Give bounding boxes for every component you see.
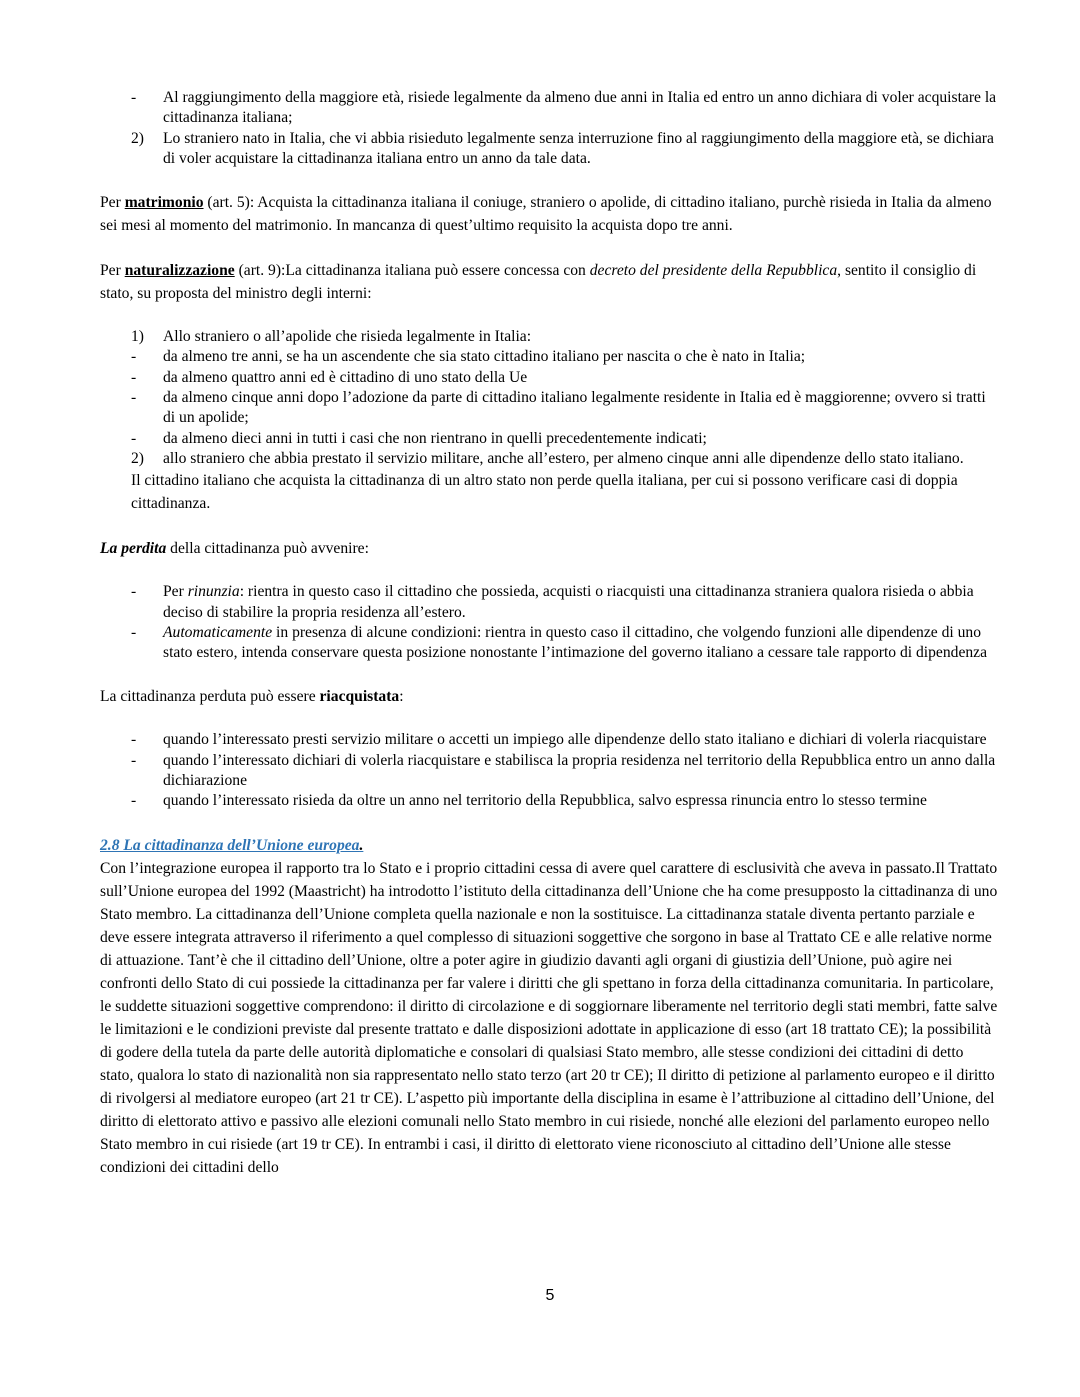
list-item-text: : rientra in questo caso il cittadino che possieda, acquisti o riacquisti una cittadinanza straniera qualora risieda o abbia deciso di stabilire la propria residenza all’estero. <box>163 583 974 621</box>
section-heading-dot: . <box>359 836 364 854</box>
naturalizzazione-term: naturalizzazione <box>124 262 235 280</box>
list-marker: - <box>131 348 137 366</box>
perdita-list <box>100 582 1000 663</box>
list-item <box>100 388 1000 429</box>
doppia-cittadinanza-paragraph: Il cittadino italiano che acquista la cittadinanza di un altro stato non perde quella italiana, per cui si possono verificare casi di doppia cittadinanza. <box>131 472 958 513</box>
list-marker: - <box>131 368 137 386</box>
list-item-text: da almeno cinque anni dopo l’adozione da parte di cittadino italiano legalmente residente in Italia ed è maggiorenne; ovvero si tratti di un apolide; <box>163 389 986 427</box>
page-number: 5 <box>545 1287 555 1304</box>
riacquisto-list <box>100 730 1000 811</box>
list-item-text: da almeno tre anni, se ha un ascendente che sia stato cittadino italiano per nascita o che è nato in Italia; <box>163 348 806 366</box>
list-item <box>100 449 1000 469</box>
list-item <box>100 429 1000 449</box>
section-body: Con l’integrazione europea il rapporto tra lo Stato e i proprio cittadini cessa di avere quel carattere di esclusività che aveva in passato.Il Trattato sull’Unione europea del 1992 (Maastricht) ha introdotto l’istituto della cittadinanza dell’Unione che ha come presupposto la cittadinanza di uno Stato membro. La cittadinanza dell’Unione completa quella nazionale e non la sostituisce. La cittadinanza statale diventa pertanto parziale e deve essere integrata attraverso il riferimento a quel complesso di situazioni soggettive che sorgono in base al Trattato CE e alle relative norme di attuazione. Tant’è che il cittadino dell’Unione, oltre a poter agire in giudizio davanti agli organi di giustizia dell’Unione, può agire nei confronti dello Stato di cui possiede la cittadinanza per far valere i diritti che gli spettano in forza della cittadinanza comunitaria. In particolare, le suddette situazioni soggettive comprendono: il diritto di circolazione e di soggiornare liberamente nel territorio degli stati membri, fatte salve le limitazioni e le condizioni previste dal presente trattato e dalle disposizioni adottate in applicazione di esso (art 18 trattato CE); la possibilità di godere della tutela da parte delle autorità diplomatiche e consolari di qualsiasi Stato membro, alle stesse condizioni dei cittadini di detto stato, qualora lo stato di nazionalità non sia rappresentato nello stato terzo (art 20 tr CE); Il diritto di petizione al parlamento europeo e il diritto di rivolgersi al mediatore europeo (art 21 tr CE). L’aspetto più importante della disciplina in esame è l’attribuzione al cittadino dell’Unione, del diritto di elettorato attivo e passivo alle elezioni comunali nello Stato membro in cui risiede, nonché alle elezioni del parlamento europeo nello Stato membro in cui risiede (art 19 tr CE). In entrambi i casi, il diritto di elettorato viene riconosciuto al cittadino dell’Unione alle stesse condizioni dei cittadini dello <box>100 859 998 1176</box>
section-heading <box>100 834 1000 857</box>
list-marker: - <box>131 792 137 810</box>
list-item-text: in presenza di alcune condizioni: rientra in questo caso il cittadino, che volgendo funzioni alle dipendenze di uno stato estero, intenda conservare questa posizione nonostante l’intimazione del governo italiano a cessare tale rapporto di dipendenza <box>163 623 988 662</box>
list-item <box>100 129 1000 170</box>
naturalizzazione-text-a: (art. 9):La cittadinanza italiana può essere concessa con <box>234 262 590 280</box>
list-marker: - <box>131 623 137 641</box>
list-item <box>100 791 1000 811</box>
riacquisto-suffix: : <box>399 688 404 706</box>
matrimonio-term: matrimonio <box>124 194 204 212</box>
list-item-text: da almeno quattro anni ed è cittadino di uno stato della Ue <box>163 368 528 386</box>
list-marker: 2) <box>131 129 144 147</box>
perdita-paragraph <box>100 537 1000 560</box>
naturalizzazione-text-b: , sentito il consiglio di stato, su proposta del ministro degli interni: <box>100 262 977 303</box>
list-item-text: allo straniero che abbia prestato il servizio militare, anche all’estero, per almeno cinque anni alle dipendenze dello stato italiano. <box>163 449 964 467</box>
naturalizzazione-list <box>100 327 1000 469</box>
list-item <box>100 368 1000 388</box>
list-item-text: da almeno dieci anni in tutti i casi che non rientrano in quelli precedentemente indicati; <box>163 429 707 447</box>
list-item <box>100 327 1000 347</box>
riacquisto-paragraph <box>100 685 1000 708</box>
list-marker: - <box>131 731 137 749</box>
list-item-lead: Per <box>163 583 188 601</box>
list-item <box>100 347 1000 367</box>
list-item <box>100 88 1000 129</box>
matrimonio-paragraph <box>100 191 1000 237</box>
matrimonio-prefix: Per <box>100 194 125 212</box>
list-item <box>100 751 1000 792</box>
riacquisto-term: riacquistata <box>319 688 400 706</box>
list-marker: 2) <box>131 449 144 467</box>
list-marker: - <box>131 89 137 106</box>
list-marker: - <box>131 429 137 447</box>
list-marker: 1) <box>131 328 144 346</box>
intro-list <box>100 88 1000 169</box>
naturalizzazione-emph: decreto del presidente della Repubblica <box>589 262 838 280</box>
list-item <box>100 582 1000 623</box>
list-item-text: quando l’interessato presti servizio militare o accetti un impiego alle dipendenze dello stato italiano e dichiari di volerla riacquistare <box>163 731 987 749</box>
list-item-text: Lo straniero nato in Italia, che vi abbia risieduto legalmente senza interruzione fino al raggiungimento della maggiore età, se dichiara di voler acquistare la cittadinanza italiana entro un anno da tale data. <box>163 129 994 167</box>
list-item-text: quando l’interessato dichiari di volerla riacquistare e stabilisca la propria residenza nel territorio della Repubblica entro un anno dalla dichiarazione <box>163 751 996 790</box>
list-marker: - <box>131 583 137 601</box>
section-heading-text: 2.8 La cittadinanza dell’Unione europea <box>100 836 360 854</box>
list-item-text: Al raggiungimento della maggiore età, risiede legalmente da almeno due anni in Italia ed entro un anno dichiara di voler acquistare la cittadinanza italiana; <box>163 89 997 127</box>
perdita-text: della cittadinanza può avvenire: <box>166 540 369 558</box>
list-marker: - <box>131 389 137 407</box>
naturalizzazione-prefix: Per <box>100 262 125 280</box>
list-item-emph: Automaticamente <box>163 623 273 641</box>
list-item <box>100 730 1000 750</box>
document-page <box>100 88 1000 1179</box>
matrimonio-text: (art. 5): Acquista la cittadinanza italiana il coniuge, straniero o apolide, di cittadino italiano, purchè risieda in Italia da almeno sei mesi al momento del matrimonio. In mancanza di quest’ultimo requisito la acquista dopo tre anni. <box>100 194 992 235</box>
naturalizzazione-paragraph <box>100 259 1000 305</box>
perdita-term: La perdita <box>100 540 167 558</box>
list-item <box>100 623 1000 664</box>
list-item-text: Allo straniero o all’apolide che risieda legalmente in Italia: <box>163 328 532 346</box>
list-item-text: quando l’interessato risieda da oltre un anno nel territorio della Repubblica, salvo espressa rinuncia entro lo stesso termine <box>163 792 927 810</box>
riacquisto-text: La cittadinanza perduta può essere <box>100 688 320 706</box>
list-item-emph: rinunzia <box>187 583 240 601</box>
list-marker: - <box>131 751 137 769</box>
